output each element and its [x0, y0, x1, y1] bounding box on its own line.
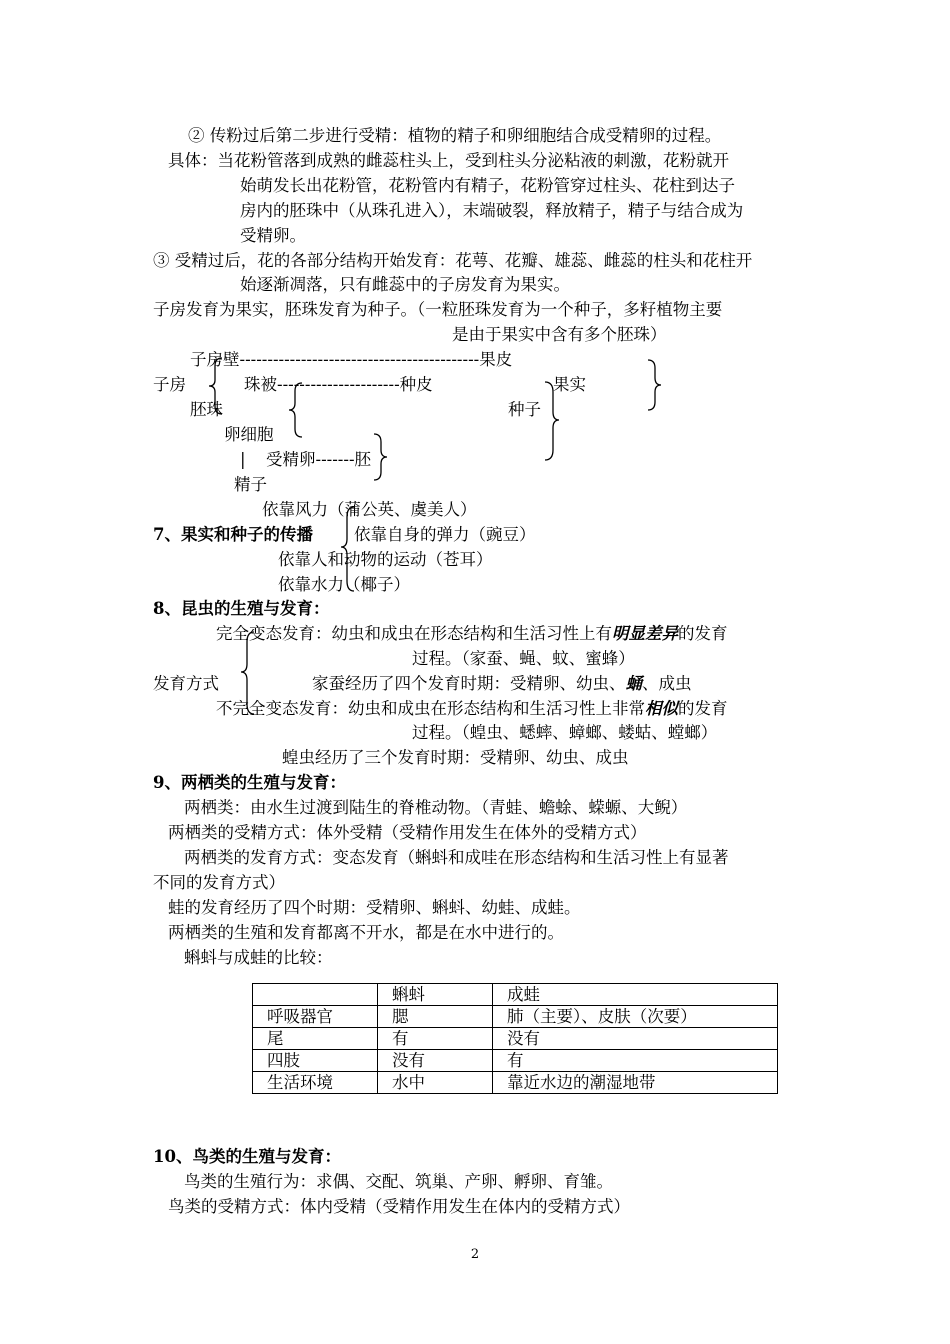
diagram-ovary: 子房 [153, 375, 186, 394]
step3-line-2: 始逐渐凋落，只有雌蕊中的子房发育为果实。 [240, 275, 570, 294]
brace-development [238, 630, 258, 716]
diagram-ovary-wall: 子房壁-------------------------------------------果皮 [190, 350, 513, 369]
brace-dispersal [338, 505, 358, 593]
amphibian-line-2: 两栖类的受精方式：体外受精（受精作用发生在体外的受精方式） [168, 823, 647, 842]
silkworm-em: 蛹 [625, 674, 642, 693]
brace-ovary [206, 356, 226, 416]
complete-pre: 完全变态发育：幼虫和成虫在形态结构和生活习性上有 [216, 624, 612, 643]
bird-line-1: 鸟类的生殖行为：求偶、交配、筑巢、产卵、孵卵、育雏。 [184, 1172, 613, 1191]
ovary-line-1: 子房发育为果实，胚珠发育为种子。（一粒胚珠发育为一个种子，多籽植物主要 [153, 300, 723, 319]
diagram-ovule: 胚珠 [190, 400, 223, 419]
silkworm-pre: 家蚕经历了四个发育时期：受精卵、幼虫、 [312, 674, 626, 693]
bird-line-2: 鸟类的受精方式：体内受精（受精作用发生在体内的受精方式） [168, 1197, 630, 1216]
table-cell: 有 [378, 1028, 493, 1050]
amphibian-line-7: 蝌蚪与成蛙的比较： [184, 948, 333, 967]
complete-em: 明显差异 [612, 624, 678, 643]
detail-line-3: 房内的胚珠中（从珠孔进入），末端破裂，释放精子，精子与结合成为 [240, 201, 744, 220]
table-cell: 没有 [378, 1050, 493, 1072]
diagram-bar: | [240, 450, 246, 469]
table-header-cell [253, 984, 378, 1006]
brace-fruit [644, 358, 664, 412]
development-mode-label: 发育方式 [153, 674, 219, 693]
diagram-zygote: 受精卵-------胚 [266, 450, 372, 469]
complete-examples: 过程。（家蚕、蝇、蚊、蜜蜂） [412, 649, 635, 668]
dispersal-self: 依靠自身的弹力（豌豆） [354, 525, 536, 544]
diagram-sperm: 精子 [234, 475, 267, 494]
amphibian-line-1: 两栖类：由水生过渡到陆生的脊椎动物。（青蛙、蟾蜍、蝾螈、大鲵） [184, 798, 688, 817]
section8-title: 8、昆虫的生殖与发育： [153, 599, 330, 618]
amphibian-line-4: 不同的发育方式） [153, 873, 285, 892]
silkworm-stages [312, 673, 692, 695]
incomplete-em: 相似 [645, 699, 678, 718]
table-row [253, 1072, 778, 1094]
incomplete-pre: 不完全变态发育：幼虫和成虫在形态结构和生活习性上非常 [216, 699, 645, 718]
table-cell: 腮 [378, 1006, 493, 1028]
detail-line-2: 始萌发长出花粉管，花粉管内有精子，花粉管穿过柱头、花柱到达子 [240, 176, 735, 195]
table-header-row [253, 984, 778, 1006]
tadpole-frog-table [252, 983, 778, 1094]
table-cell: 水中 [378, 1072, 493, 1094]
table-cell: 没有 [493, 1028, 778, 1050]
step3-line-1: ③ 受精过后，花的各部分结构开始发育：花萼、花瓣、雄蕊、雌蕊的柱头和花柱开 [153, 251, 753, 270]
table-cell: 生活环境 [253, 1072, 378, 1094]
step2-text: ② 传粉过后第二步进行受精：植物的精子和卵细胞结合成受精卵的过程。 [188, 126, 722, 145]
table-cell: 靠近水边的潮湿地带 [493, 1072, 778, 1094]
table-cell: 呼吸器官 [253, 1006, 378, 1028]
table-cell: 尾 [253, 1028, 378, 1050]
dispersal-water: 依靠水力（椰子） [278, 575, 410, 594]
diagram-egg-cell: 卵细胞 [224, 425, 274, 444]
amphibian-line-6: 两栖类的生殖和发育都离不开水，都是在水中进行的。 [168, 923, 564, 942]
complete-post: 的发育 [678, 624, 728, 643]
table-header-cell: 成蛙 [493, 984, 778, 1006]
table-row [253, 1028, 778, 1050]
brace-ovule [286, 381, 306, 439]
table-cell: 肺（主要）、皮肤（次要） [493, 1006, 778, 1028]
diagram-integument: 珠被----------------------种皮 [244, 375, 433, 394]
incomplete-examples: 过程。（蝗虫、蟋蟀、蟑螂、蝼蛄、螳螂） [412, 723, 718, 742]
page-number: 2 [470, 1247, 480, 1262]
dispersal-animal: 依靠人和动物的运动（苍耳） [278, 550, 493, 569]
locust-stages: 蝗虫经历了三个发育时期：受精卵、幼虫、成虫 [282, 748, 629, 767]
diagram-seed: 种子 [508, 400, 541, 419]
brace-seed [541, 380, 563, 462]
complete-metamorphosis [216, 623, 728, 645]
incomplete-post: 的发育 [678, 699, 728, 718]
brace-zygote [370, 432, 390, 482]
table-row [253, 1050, 778, 1072]
section10-title: 10、鸟类的生殖与发育： [153, 1147, 341, 1166]
detail-line-1: 具体：当花粉管落到成熟的雌蕊柱头上，受到柱头分泌粘液的刺激，花粉就开 [168, 151, 729, 170]
incomplete-metamorphosis [216, 698, 728, 720]
detail-line-4: 受精卵。 [240, 226, 306, 245]
ovary-line-2: 是由于果实中含有多个胚珠） [452, 325, 667, 344]
section9-title: 9、两栖类的生殖与发育： [153, 773, 346, 792]
dispersal-wind: 依靠风力（蒲公英、虞美人） [262, 500, 477, 519]
silkworm-post: 、成虫 [642, 674, 692, 693]
table-cell: 四肢 [253, 1050, 378, 1072]
amphibian-line-5: 蛙的发育经历了四个时期：受精卵、蝌蚪、幼蛙、成蛙。 [168, 898, 581, 917]
section7-title: 7、果实和种子的传播 [153, 525, 313, 544]
diagram-fruit: 果实 [553, 375, 586, 394]
table-row [253, 1006, 778, 1028]
table-header-cell: 蝌蚪 [378, 984, 493, 1006]
table-cell: 有 [493, 1050, 778, 1072]
amphibian-line-3: 两栖类的发育方式：变态发育（蝌蚪和成哇在形态结构和生活习性上有显著 [184, 848, 729, 867]
